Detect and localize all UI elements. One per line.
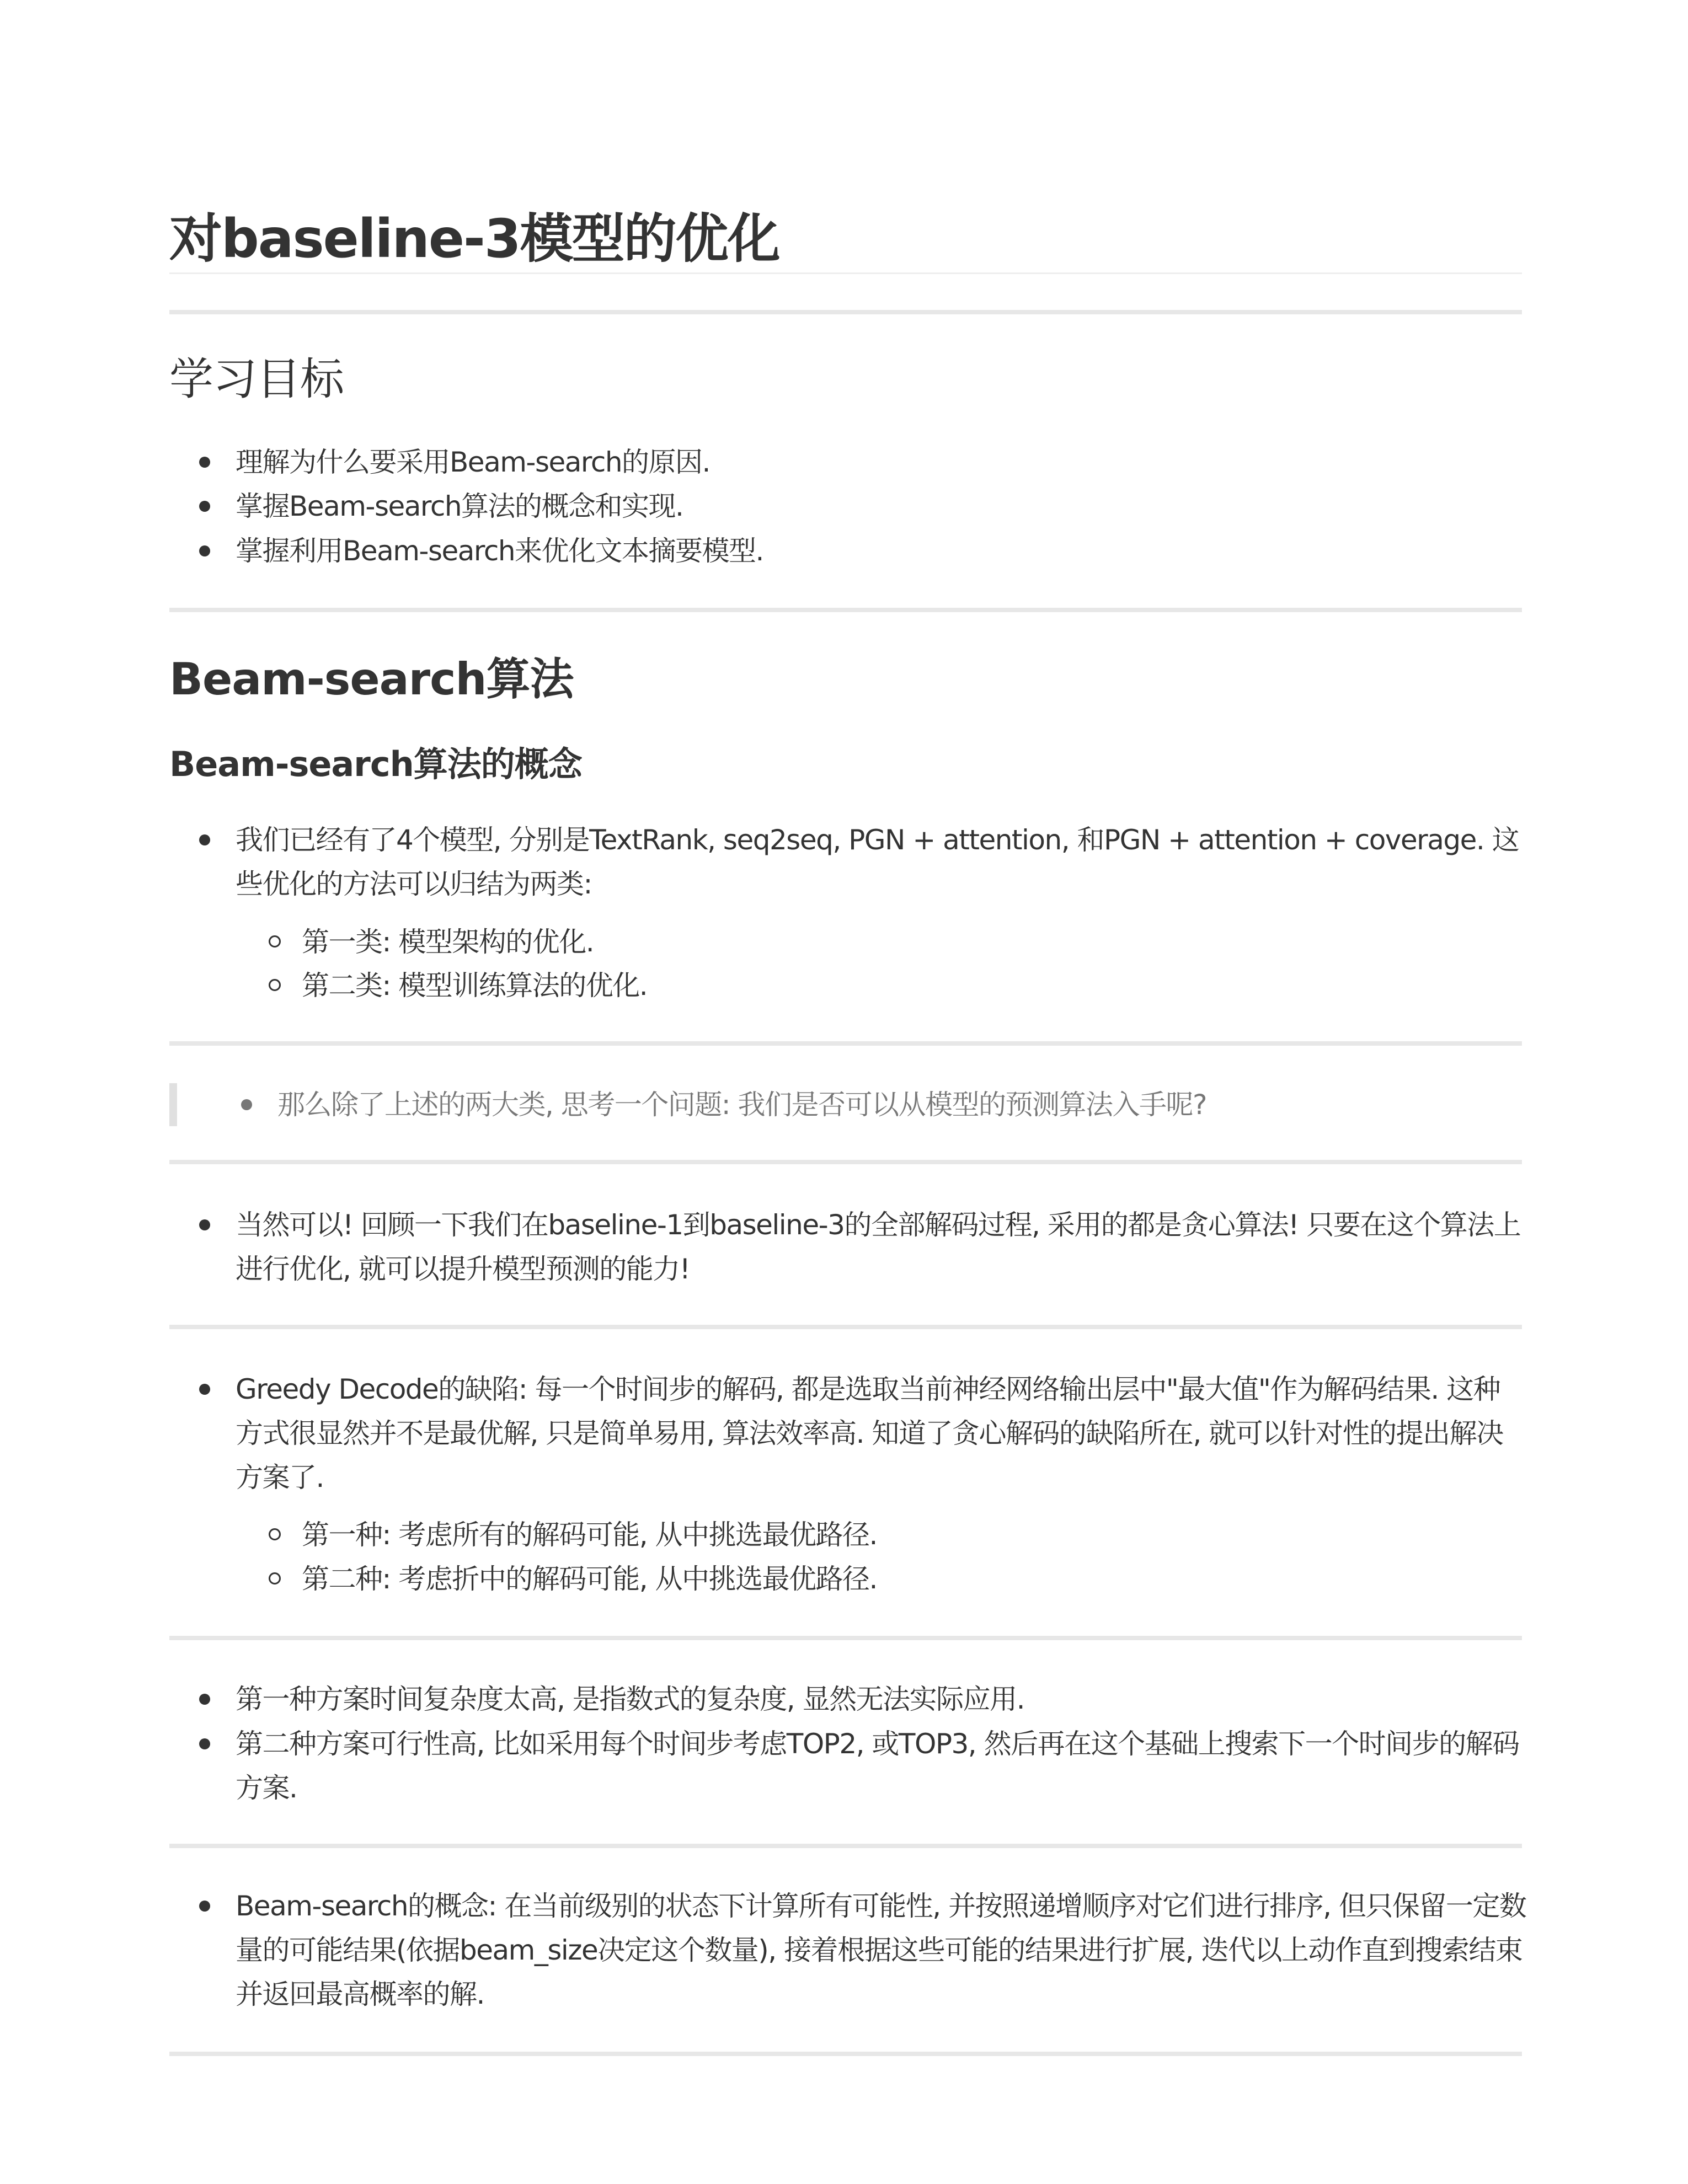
divider — [169, 310, 1522, 314]
list-item: Beam-search的概念: 在当前级别的状态下计算所有可能性, 并按照递增顺序对它们进行排序, 但只保留一定数量的可能结果(依据beam_size决定这个数量), 接着根据这些可能的结果进行扩展, 迭代以上动作直到搜索结束并返回最高概率的解. — [236, 1884, 1526, 2016]
divider — [169, 1844, 1522, 1848]
divider — [169, 608, 1522, 612]
list-item: 第二种方案可行性高, 比如采用每个时间步考虑TOP2, 或TOP3, 然后再在这个基础上搜索下一个时间步的解码方案. — [236, 1722, 1526, 1810]
circle-bullet-icon — [269, 935, 281, 948]
list-item: Greedy Decode的缺陷: 每一个时间步的解码, 都是选取当前神经网络输出层中"最大值"作为解码结果. 这种方式很显然并不是最优解, 只是简单易用, 算法效率高. 知道了贪心解码的缺陷所在, 就可以针对性的提出解决方案了. — [236, 1367, 1526, 1500]
list-item: 掌握Beam-search算法的概念和实现. — [236, 484, 1526, 528]
list-item: 理解为什么要采用Beam-search的原因. — [236, 440, 1526, 484]
page-title: 对baseline-3模型的优化 — [169, 208, 779, 270]
bullet-icon — [199, 1901, 210, 1912]
blockquote-item: 那么除了上述的两大类, 思考一个问题: 我们是否可以从模型的预测算法入手呢? — [277, 1083, 1568, 1127]
list-item: 我们已经有了4个模型, 分别是TextRank, seq2seq, PGN + attention, 和PGN + attention + coverage. 这些优化的方法可以归结为两类: — [236, 818, 1526, 906]
list-item: 当然可以! 回顾一下我们在baseline-1到baseline-3的全部解码过程, 采用的都是贪心算法! 只要在这个算法上进行优化, 就可以提升模型预测的能力! — [236, 1203, 1526, 1291]
list-item: 掌握利用Beam-search来优化文本摘要模型. — [236, 529, 1526, 573]
bullet-icon — [199, 501, 210, 512]
bullet-icon — [199, 1219, 210, 1230]
sub-list-item: 第一类: 模型架构的优化. — [302, 920, 1515, 964]
subheading-beam-search-concept: Beam-search算法的概念 — [169, 744, 582, 784]
sub-list-item: 第一种: 考虑所有的解码可能, 从中挑选最优路径. — [302, 1513, 1515, 1557]
bullet-icon — [199, 545, 210, 556]
divider — [169, 2052, 1522, 2056]
circle-bullet-icon — [269, 979, 281, 991]
bullet-icon — [199, 457, 210, 468]
circle-bullet-icon — [269, 1528, 281, 1540]
blockquote-bar — [169, 1083, 177, 1126]
section-heading-objectives: 学习目标 — [169, 354, 344, 405]
divider — [169, 1325, 1522, 1329]
section-heading-beam-search: Beam-search算法 — [169, 654, 574, 705]
divider — [169, 1636, 1522, 1640]
bullet-icon — [199, 834, 210, 845]
divider — [169, 1041, 1522, 1046]
bullet-icon — [199, 1738, 210, 1749]
sub-list-item: 第二类: 模型训练算法的优化. — [302, 963, 1515, 1008]
sub-list-item: 第二种: 考虑折中的解码可能, 从中挑选最优路径. — [302, 1557, 1515, 1601]
bullet-icon — [241, 1099, 252, 1110]
bullet-icon — [199, 1694, 210, 1705]
circle-bullet-icon — [269, 1572, 281, 1585]
divider — [169, 1160, 1522, 1164]
bullet-icon — [199, 1384, 210, 1395]
title-underline — [169, 272, 1522, 274]
list-item: 第一种方案时间复杂度太高, 是指数式的复杂度, 显然无法实际应用. — [236, 1677, 1526, 1721]
